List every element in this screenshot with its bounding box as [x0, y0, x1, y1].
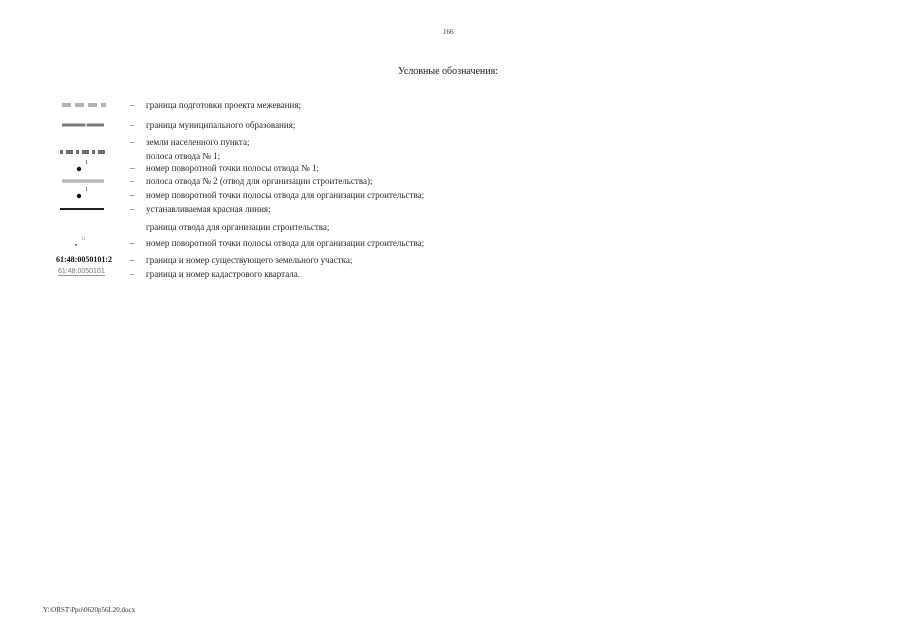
legend-row-cadastral-quarter	[0, 267, 905, 281]
legend-row-red-line	[0, 202, 905, 216]
legend-dash: –	[130, 137, 135, 147]
point-number-label: 1	[85, 187, 88, 193]
land-parcel-symbol	[56, 253, 112, 267]
legend-description: граница и номер кадастрового квартала.	[146, 269, 301, 279]
turning-point-icon	[56, 188, 108, 202]
legend-row-point-construction	[0, 188, 905, 202]
footer-file-path: Y:\ORST\Ppo\0620p56L20.docx	[43, 606, 136, 614]
parcel-number-label: 61:48:0050101:2	[56, 255, 112, 264]
legend-dash: –	[130, 190, 135, 200]
legend-dash: –	[130, 176, 135, 186]
legend-row-point-strip1	[0, 161, 905, 175]
legend-description: номер поворотной точки полосы отвода для организации строительства;	[146, 190, 425, 200]
legend-dash: –	[130, 204, 135, 214]
legend-row-settlement-lands	[0, 135, 905, 149]
legend-dash: –	[130, 255, 135, 265]
page-number: 166	[443, 28, 454, 36]
turning-point-icon	[56, 161, 108, 175]
settlement-boundary-symbol	[56, 145, 108, 159]
legend-description: полоса отвода № 2 (отвод для организации строительства);	[146, 176, 373, 186]
quarter-number-label: 61:48:0050101	[58, 268, 105, 275]
point-number-label: 1	[85, 160, 88, 166]
cadastral-quarter-symbol	[56, 267, 108, 281]
legend-dash: –	[130, 120, 135, 130]
legend-description: номер поворотной точки полосы отвода № 1;	[146, 163, 319, 173]
legend-dash: –	[130, 269, 135, 279]
legend-dash: –	[130, 238, 135, 248]
legend-description: граница муниципального образования;	[146, 120, 296, 130]
legend-row-municipal-boundary	[0, 118, 905, 132]
legend-description: граница и номер существующего земельного участка;	[146, 255, 353, 265]
legend-title: Условные обозначения:	[398, 66, 499, 77]
legend-row-survey-boundary	[0, 98, 905, 112]
legend-description-construction-boundary: граница отвода для организации строительства;	[146, 222, 330, 232]
legend-row-land-parcel	[0, 253, 905, 267]
legend-row-point-small	[0, 236, 905, 250]
legend-row-strip2	[0, 174, 905, 188]
red-line-symbol	[56, 202, 108, 216]
legend-description-strip1: полоса отвода № 1;	[146, 151, 221, 161]
legend-dash: –	[130, 163, 135, 173]
strip2-line-symbol	[56, 174, 108, 188]
municipal-boundary-symbol	[56, 118, 108, 132]
gray-dashed-line-symbol	[56, 98, 108, 112]
legend-dash: –	[130, 100, 135, 110]
legend-description: номер поворотной точки полосы отвода для организации строительства;	[146, 238, 425, 248]
legend-description: устанавливаемая красная линия;	[146, 204, 271, 214]
legend-description: граница подготовки проекта межевания;	[146, 100, 302, 110]
legend-description: земли населенного пункта;	[146, 137, 250, 147]
point-number-label: 31	[81, 237, 86, 242]
